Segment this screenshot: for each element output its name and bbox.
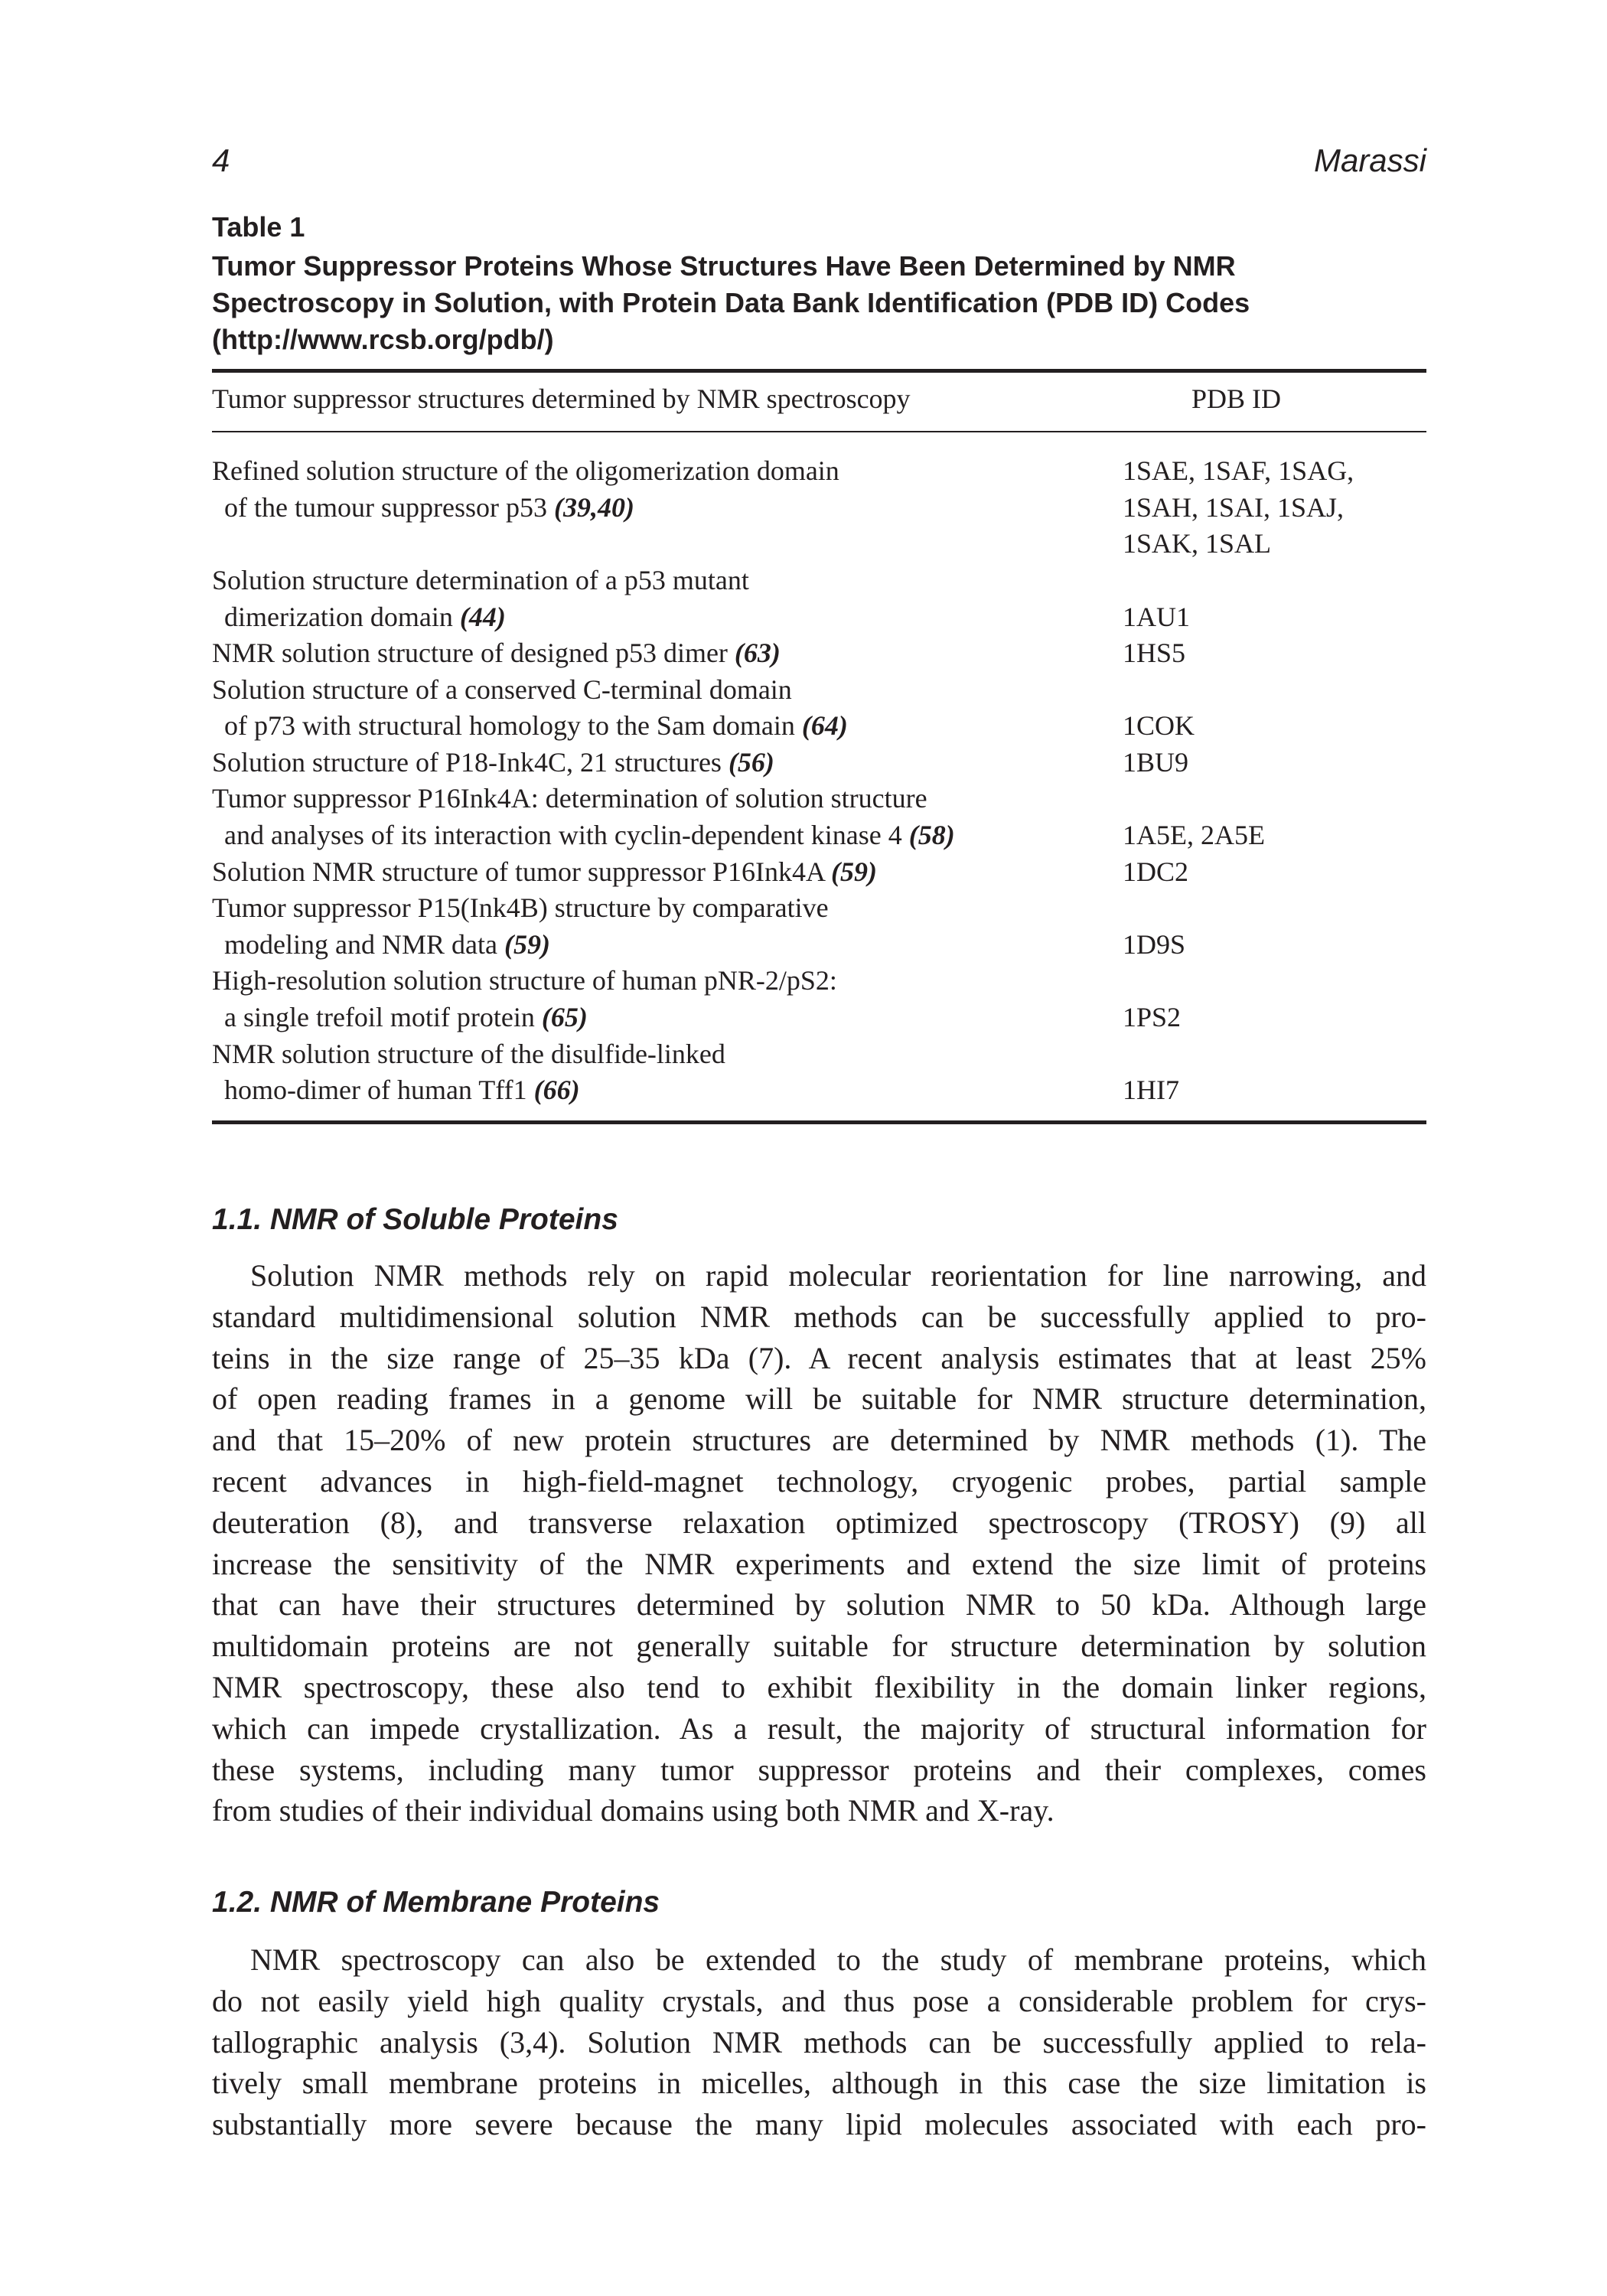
table-caption-line: Tumor Suppressor Proteins Whose Structures Have Been Determined by NMR — [212, 250, 1236, 282]
table-cell-description: Solution NMR structure of tumor suppressor P16Ink4A (59) — [212, 856, 877, 887]
table-header-rule — [212, 431, 1426, 432]
reference-citation: (65) — [541, 1001, 588, 1032]
section-heading-membrane-proteins: 1.2. NMR of Membrane Proteins — [212, 1886, 660, 1919]
table-caption-line: (http://www.rcsb.org/pdb/) — [212, 324, 554, 355]
table-row — [212, 963, 1426, 1035]
reference-citation: (63) — [734, 638, 781, 668]
table-row — [212, 453, 1426, 563]
table-caption — [212, 248, 1436, 358]
table-cell-description: Solution structure of P18-Ink4C, 21 structures (56) — [212, 746, 774, 778]
table-row — [212, 635, 1426, 672]
table-cell-description: Tumor suppressor P15(Ink4B) structure by comparative modeling and NMR data (59) — [212, 892, 829, 960]
table-top-rule — [212, 369, 1426, 373]
table-cell-description: Refined solution structure of the oligomerization domain of the tumour suppressor p53 (39,40) — [212, 455, 839, 523]
table-body — [212, 453, 1426, 1109]
table-cell-pdb-id: 1DC2 — [1123, 856, 1189, 887]
table-cell-pdb-id: 1BU9 — [1123, 746, 1189, 778]
reference-citation: (39,40) — [553, 491, 634, 523]
table-cell-pdb-id: 1AU1 — [1123, 601, 1190, 632]
table-label: Table 1 — [212, 211, 305, 243]
table-cell-pdb-id: 1D9S — [1123, 928, 1186, 960]
reference-citation: (59) — [830, 856, 877, 887]
table-row — [212, 854, 1426, 891]
table-cell-description: NMR solution structure of designed p53 dimer (63) — [212, 638, 781, 668]
table-row — [212, 890, 1426, 963]
body-paragraph: Solution NMR methods rely on rapid molecular reorientation for line narrowing, and standard multidimensional solution NMR methods can be successfully applied to pro- teins in the size range of 25–35 kDa (7). A recent analysis estimates that at least 25% of open reading frames in a genome will be suitable for NMR structure determination, and that 15–20% of new protein structures are determined by NMR methods (1). The recent advances in high-field-magnet technology, cryogenic probes, partial sample deuteration (8), and transverse relaxation optimized spectroscopy (TROSY) (9) all increase the sensitivity of the NMR experiments and extend the size limit of proteins that can have their structures determined by solution NMR to 50 kDa. Although large multidomain proteins are not generally suitable for structure determination by solution NMR spectroscopy, these also tend to exhibit flexibility in the domain linker regions, which can impede crystallization. As a result, the majority of structural information for these systems, including many tumor suppressor proteins and their complexes, comes from studies of their individual domains using both NMR and X-ray. — [212, 1258, 1426, 1828]
reference-citation: (58) — [908, 819, 955, 850]
table-row — [212, 781, 1426, 853]
reference-citation: (56) — [728, 746, 774, 778]
body-paragraph: NMR spectroscopy can also be extended to the study of membrane proteins, which do not easily yield high quality crystals, and thus pose a considerable problem for crys- tallographic analysis (3,4). Solution NMR methods can be successfully applied to rela- tively small membrane proteins in micelles, although in this case the size limitation is substantially more severe because the many lipid molecules associated with each pro- — [212, 1942, 1426, 2142]
reference-citation: (59) — [504, 928, 550, 960]
table-row — [212, 563, 1426, 635]
table-row — [212, 1036, 1426, 1109]
running-head: Marassi — [1313, 142, 1426, 178]
table-row — [212, 745, 1426, 781]
section-heading-soluble-proteins: 1.1. NMR of Soluble Proteins — [212, 1203, 618, 1236]
reference-citation: (66) — [533, 1075, 580, 1106]
reference-citation: (44) — [459, 601, 506, 632]
table-cell-pdb-id: 1A5E, 2A5E — [1123, 819, 1265, 850]
table-cell-description: NMR solution structure of the disulfide-linked homo-dimer of human Tff1 (66) — [212, 1038, 725, 1106]
table-cell-description: Solution structure of a conserved C-terminal domain of p73 with structural homology to the Sam domain (64) — [212, 673, 848, 742]
table-caption-line: Spectroscopy in Solution, with Protein Data Bank Identification (PDB ID) Codes — [212, 287, 1250, 318]
table-bottom-rule — [212, 1120, 1426, 1124]
table-column-header-pdb-id: PDB ID — [1191, 383, 1282, 414]
table-cell-description: High-resolution solution structure of human pNR-2/pS2: a single trefoil motif protein (65) — [212, 965, 837, 1032]
table-cell-pdb-id: 1HI7 — [1123, 1075, 1179, 1106]
table-cell-description: Tumor suppressor P16Ink4A: determination of solution structure and analyses of its interaction with cyclin-dependent kinase 4 (58) — [212, 783, 955, 850]
page-number: 4 — [212, 142, 230, 178]
table-cell-pdb-id: 1PS2 — [1123, 1001, 1182, 1032]
table-row — [212, 672, 1426, 745]
table-cell-pdb-id: 1SAE, 1SAF, 1SAG, 1SAH, 1SAI, 1SAJ, 1SAK, 1SAL — [1123, 455, 1354, 559]
reference-citation: (64) — [801, 710, 848, 742]
table-cell-description: Solution structure determination of a p53 mutant dimerization domain (44) — [212, 565, 749, 632]
table-cell-pdb-id: 1HS5 — [1123, 638, 1186, 668]
table-column-header-description: Tumor suppressor structures determined by NMR spectroscopy — [212, 383, 911, 414]
table-cell-pdb-id: 1COK — [1123, 710, 1195, 742]
